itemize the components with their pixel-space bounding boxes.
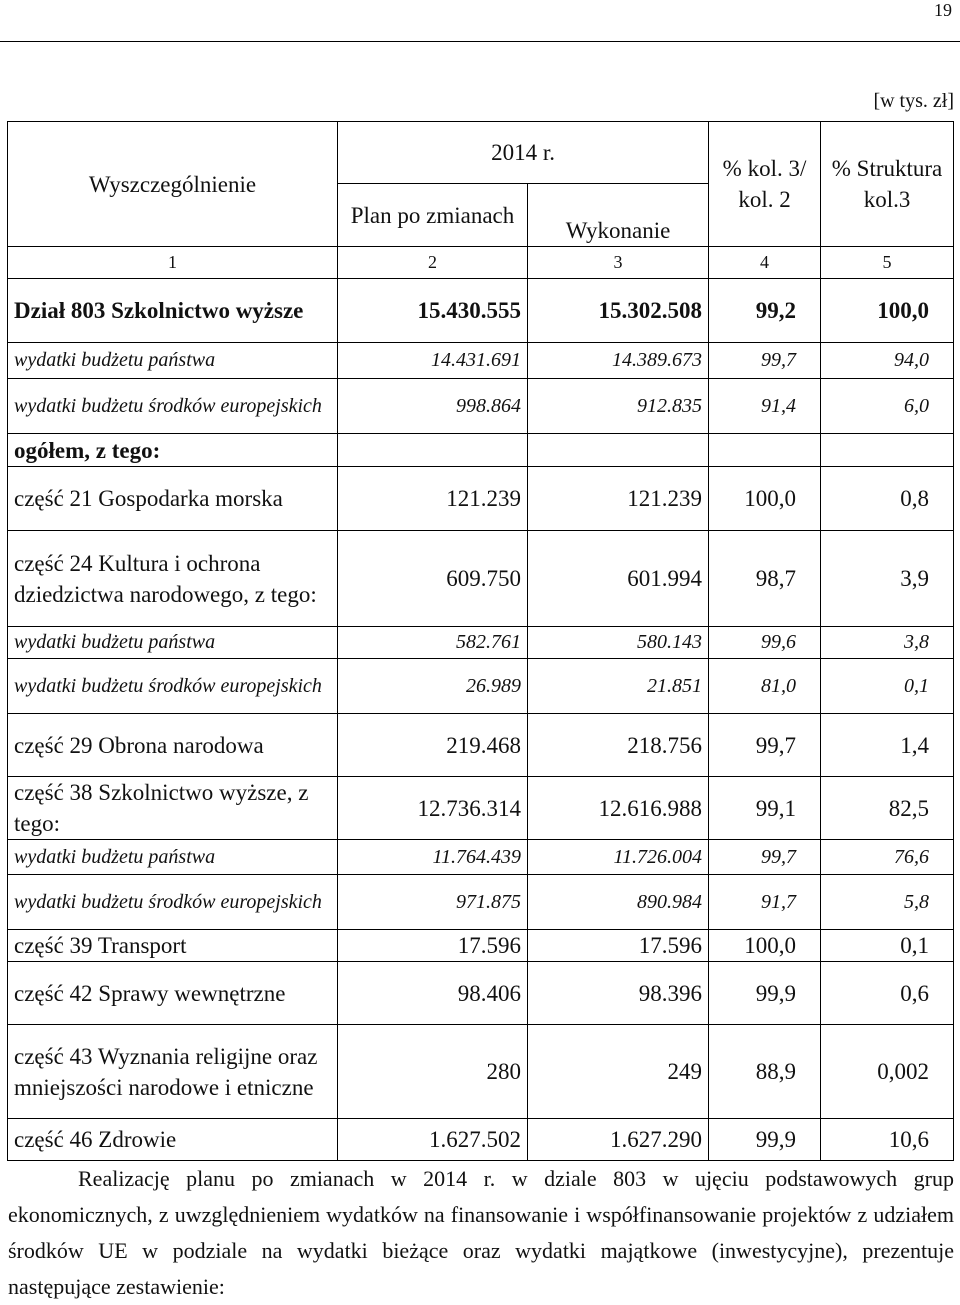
- execution-value: [528, 434, 709, 467]
- plan-value: 15.430.555: [338, 279, 528, 343]
- plan-value: 219.468: [338, 714, 528, 777]
- row-label: ogółem, z tego:: [8, 434, 338, 467]
- plan-value: 280: [338, 1025, 528, 1119]
- ratio-value: 99,1: [709, 777, 821, 840]
- table-row: [8, 627, 954, 659]
- execution-value: 14.389.673: [528, 343, 709, 379]
- table-row: [8, 343, 954, 379]
- execution-value: 580.143: [528, 627, 709, 659]
- unit-label: [w tys. zł]: [873, 90, 954, 112]
- ratio-value: 99,6: [709, 627, 821, 659]
- header-year: 2014 r.: [338, 122, 709, 184]
- execution-value: 12.616.988: [528, 777, 709, 840]
- structure-value: 76,6: [821, 840, 954, 875]
- execution-value: 218.756: [528, 714, 709, 777]
- table-row: [8, 714, 954, 777]
- col-number: 3: [528, 247, 709, 279]
- structure-value: 0,8: [821, 467, 954, 531]
- row-label: wydatki budżetu państwa: [8, 840, 338, 875]
- structure-value: [821, 434, 954, 467]
- structure-value: 6,0: [821, 379, 954, 434]
- structure-value: 1,4: [821, 714, 954, 777]
- row-label: część 46 Zdrowie: [8, 1119, 338, 1161]
- plan-value: 1.627.502: [338, 1119, 528, 1161]
- row-label: część 43 Wyznania religijne oraz mniejszości narodowe i etniczne: [8, 1025, 338, 1119]
- ratio-value: 91,7: [709, 875, 821, 930]
- row-label: część 39 Transport: [8, 930, 338, 962]
- structure-value: 3,8: [821, 627, 954, 659]
- table-row: [8, 659, 954, 714]
- header-execution: Wykonanie: [528, 184, 709, 247]
- table-row: [8, 467, 954, 531]
- ratio-value: 88,9: [709, 1025, 821, 1119]
- table-row: [8, 1025, 954, 1119]
- header-rule: [0, 41, 960, 42]
- execution-value: 15.302.508: [528, 279, 709, 343]
- execution-value: 98.396: [528, 962, 709, 1025]
- plan-value: 98.406: [338, 962, 528, 1025]
- header-plan: Plan po zmianach: [338, 184, 528, 247]
- table-row: [8, 379, 954, 434]
- row-label: część 21 Gospodarka morska: [8, 467, 338, 531]
- execution-value: 17.596: [528, 930, 709, 962]
- table-row: [8, 962, 954, 1025]
- row-label: Dział 803 Szkolnictwo wyższe: [8, 279, 338, 343]
- row-label: wydatki budżetu środków europejskich: [8, 379, 338, 434]
- header-description: Wyszczególnienie: [8, 122, 338, 247]
- ratio-value: 81,0: [709, 659, 821, 714]
- col-number: 1: [8, 247, 338, 279]
- plan-value: 609.750: [338, 531, 528, 627]
- execution-value: 912.835: [528, 379, 709, 434]
- ratio-value: 98,7: [709, 531, 821, 627]
- plan-value: 971.875: [338, 875, 528, 930]
- body-paragraph: Realizację planu po zmianach w 2014 r. w dziale 803 w ujęciu podstawowych grup ekonomicznych, z uwzględnieniem wydatków na finansowanie i współfinansowanie projektów z udziałem środków UE w podziale na wydatki bieżące oraz wydatki majątkowe (inwestycyjne), prezentuje następujące zestawienie:: [8, 1166, 954, 1299]
- execution-value: 1.627.290: [528, 1119, 709, 1161]
- row-label: wydatki budżetu środków europejskich: [8, 659, 338, 714]
- table-row: [8, 434, 954, 467]
- plan-value: 12.736.314: [338, 777, 528, 840]
- structure-value: 3,9: [821, 531, 954, 627]
- structure-value: 5,8: [821, 875, 954, 930]
- col-number: 2: [338, 247, 528, 279]
- table-row: [8, 777, 954, 840]
- page-number: 19: [934, 0, 952, 20]
- row-label: wydatki budżetu państwa: [8, 627, 338, 659]
- structure-value: 100,0: [821, 279, 954, 343]
- header-pct-ratio: % kol. 3/ kol. 2: [709, 122, 821, 247]
- table-row: [8, 840, 954, 875]
- ratio-value: 100,0: [709, 467, 821, 531]
- header-pct-structure: % Struktura kol.3: [821, 122, 954, 247]
- header-row-1: [8, 122, 954, 184]
- execution-value: 121.239: [528, 467, 709, 531]
- ratio-value: 99,7: [709, 714, 821, 777]
- plan-value: 998.864: [338, 379, 528, 434]
- ratio-value: [709, 434, 821, 467]
- budget-table: [7, 121, 954, 1161]
- structure-value: 82,5: [821, 777, 954, 840]
- structure-value: 94,0: [821, 343, 954, 379]
- structure-value: 0,1: [821, 930, 954, 962]
- col-number: 4: [709, 247, 821, 279]
- ratio-value: 99,9: [709, 962, 821, 1025]
- execution-value: 601.994: [528, 531, 709, 627]
- plan-value: 121.239: [338, 467, 528, 531]
- ratio-value: 99,7: [709, 343, 821, 379]
- row-label: część 38 Szkolnictwo wyższe, z tego:: [8, 777, 338, 840]
- structure-value: 10,6: [821, 1119, 954, 1161]
- row-label: wydatki budżetu państwa: [8, 343, 338, 379]
- structure-value: 0,002: [821, 1025, 954, 1119]
- execution-value: 249: [528, 1025, 709, 1119]
- plan-value: 11.764.439: [338, 840, 528, 875]
- col-number: 5: [821, 247, 954, 279]
- plan-value: 582.761: [338, 627, 528, 659]
- ratio-value: 99,7: [709, 840, 821, 875]
- plan-value: 14.431.691: [338, 343, 528, 379]
- execution-value: 21.851: [528, 659, 709, 714]
- ratio-value: 100,0: [709, 930, 821, 962]
- plan-value: 17.596: [338, 930, 528, 962]
- row-label: część 29 Obrona narodowa: [8, 714, 338, 777]
- plan-value: [338, 434, 528, 467]
- ratio-value: 91,4: [709, 379, 821, 434]
- table-row: [8, 531, 954, 627]
- ratio-value: 99,2: [709, 279, 821, 343]
- execution-value: 890.984: [528, 875, 709, 930]
- table-row: [8, 930, 954, 962]
- row-label: część 24 Kultura i ochrona dziedzictwa narodowego, z tego:: [8, 531, 338, 627]
- table-row: [8, 1119, 954, 1161]
- structure-value: 0,1: [821, 659, 954, 714]
- execution-value: 11.726.004: [528, 840, 709, 875]
- ratio-value: 99,9: [709, 1119, 821, 1161]
- table-row: [8, 279, 954, 343]
- table-row: [8, 875, 954, 930]
- plan-value: 26.989: [338, 659, 528, 714]
- row-label: część 42 Sprawy wewnętrzne: [8, 962, 338, 1025]
- column-numbers-row: [8, 247, 954, 279]
- structure-value: 0,6: [821, 962, 954, 1025]
- row-label: wydatki budżetu środków europejskich: [8, 875, 338, 930]
